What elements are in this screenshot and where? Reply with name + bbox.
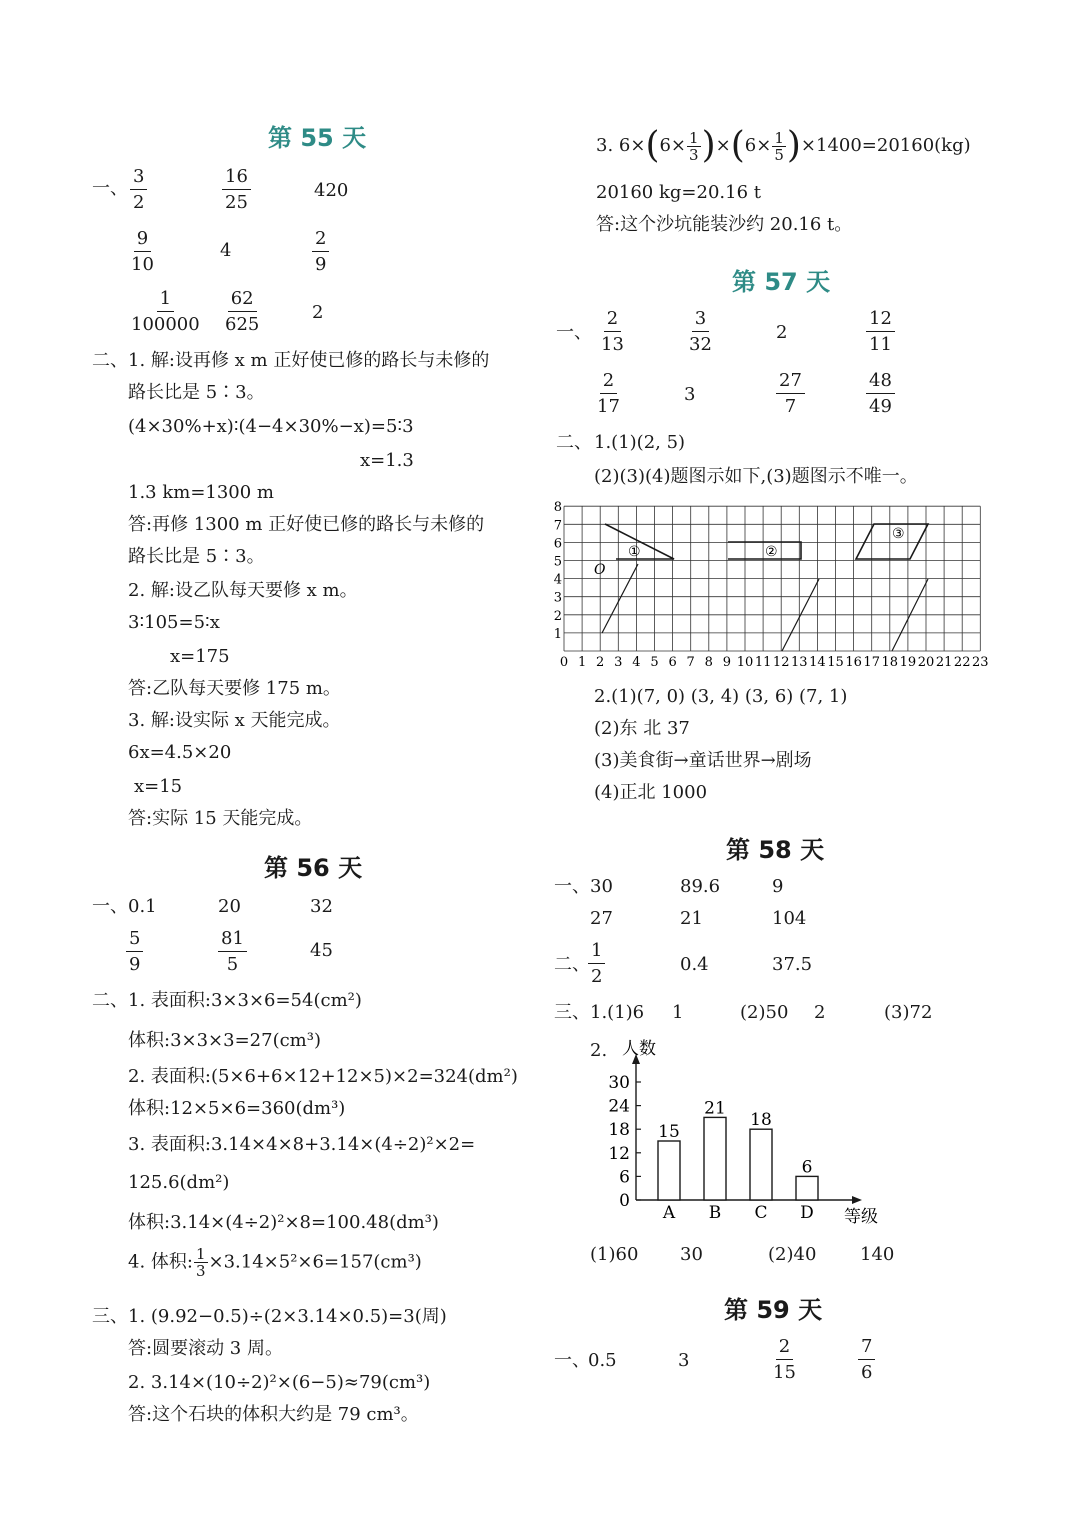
bar-chart [596,1032,896,1228]
day55-part1-label: 一、 [92,178,128,199]
text-line: 答:这个石块的体积大约是 79 cm³。 [128,1404,419,1425]
grid-y-label: 6 [553,536,562,552]
text-line: 体积:12×5×6=360(dm³) [128,1098,346,1119]
text-line: x=1.3 [360,450,414,471]
answer-value: 2 [312,302,324,323]
fraction: $\frac{5}{9}$ [126,928,143,976]
fraction: $\frac{81}{5}$ [218,928,247,976]
grid-x-label: 14 [809,655,826,670]
answer-value: 104 [772,908,807,929]
fraction: $\frac{12}{11}$ [866,308,895,356]
text-line: 路长比是 5∶3。 [128,546,265,567]
text-line: 体积:3.14×(4÷2)²×8=100.48(dm³) [128,1212,439,1233]
fraction: $\frac{1}{100000}$ [131,288,200,335]
fraction: $\frac{9}{10}$ [131,228,154,275]
answer-value: 89.6 [680,876,721,897]
grid-x-label: 1 [577,655,587,670]
answer-value: 21 [680,908,703,929]
answer-value: 4 [220,240,232,261]
day57-part2-label: 二、 [556,432,592,453]
day59-part1-label: 一、 [554,1350,590,1371]
x-axis-label: 等级 [844,1207,878,1227]
answer-value: (2)50 [740,1002,789,1023]
day55-part2-label: 二、 [92,350,128,371]
text-line: x=175 [170,646,230,667]
day55-title: 第 55 天 [268,124,367,152]
bar-value-label: 21 [704,1098,726,1119]
text-line: 1.(1)(2, 5) [594,432,686,453]
grid-x-label: 3 [614,655,623,670]
text-line: x=15 [134,776,183,797]
fraction: $\frac{27}{7}$ [776,370,805,418]
answer-value: 2 [776,322,788,343]
grid-x-label: 21 [935,655,953,670]
grid-x-label: 23 [972,655,989,670]
grid-y-labels [554,500,562,642]
fraction: $\frac{1}{2}$ [588,940,605,988]
answer-value: 0.4 [680,954,709,975]
fraction: $\frac{1}{5}$ [774,128,784,164]
text-line: 3. 表面积:3.14×4×8+3.14×(4÷2)²×2= [128,1134,476,1155]
answer-value: 140 [860,1244,895,1265]
fraction: $\frac{16}{25}$ [222,166,251,214]
answer-value: 0.5 [588,1350,617,1371]
text-line: 1. 解:设再修 x m 正好使已修的路长与未修的 [128,350,490,371]
bar-value-label: 18 [750,1110,772,1131]
y-axis-label: 人数 [622,1039,656,1059]
grid-x-label: 0 [559,655,569,670]
text-line: (4×30%+x)∶(4−4×30%−x)=5∶3 [128,416,414,437]
day56-title: 第 56 天 [264,854,363,882]
y-tick-label: 30 [608,1073,630,1093]
text-line: 答:乙队每天要修 175 m。 [128,678,341,699]
text-line: 1. 表面积:3×3×6=54(cm²) [128,990,362,1011]
grid-y-label: 8 [553,500,562,516]
grid-x-label: 4 [632,655,641,670]
answer-value: 20 [218,896,241,917]
fraction: $\frac{3}{2}$ [130,166,147,214]
grid-x-label: 6 [668,655,677,670]
answer-value: (2)40 [768,1244,817,1265]
y-tick-label: 6 [619,1167,630,1188]
text-line: (2)(3)(4)题图示如下,(3)题图示不唯一。 [594,466,918,487]
y-tick-label: 12 [608,1143,630,1164]
grid-x-label: 15 [827,655,844,670]
answer-value: 30 [680,1244,703,1265]
shape-label-3: ③ [892,526,905,542]
grid-x-label: 11 [754,655,772,670]
grid-x-label: 18 [881,655,899,670]
grid-y-label: 2 [553,608,562,624]
fraction: $\frac{2}{9}$ [312,228,329,276]
text-line: 答:圆要滚动 3 周。 [128,1338,283,1359]
answer-value: 37.5 [772,954,813,975]
text-line: 2. 表面积:(5×6+6×12+12×5)×2=324(dm²) [128,1066,518,1087]
answer-value: 1 [672,1002,684,1023]
answer-value: 1.(1)6 [590,1002,645,1023]
fraction: $\frac{7}{6}$ [858,1336,875,1384]
chart-intro: 2. [590,1040,608,1061]
text-line: 答:再修 1300 m 正好使已修的路长与未修的 [128,514,485,535]
text-line: 1.3 km=1300 m [128,482,275,503]
text-line: 3∶105=5∶x [128,612,220,633]
translation-line-1 [602,564,638,633]
answer-value: 30 [590,876,613,897]
bar-value-label: 15 [658,1122,680,1142]
fraction: $\frac{2}{15}$ [773,1336,796,1383]
coordinate-grid [540,494,1000,678]
answer-value: 0.1 [128,896,157,917]
day56-part1-label: 一、 [92,896,128,917]
grid-x-label: 10 [736,655,754,670]
grid-x-label: 2 [596,655,605,670]
text-line: 2.(1)(7, 0) (3, 4) (3, 6) (7, 1) [594,686,848,707]
y-tick-label: 0 [619,1191,630,1211]
bar-value-label: 6 [801,1157,813,1178]
grid-y-label: 1 [553,626,562,642]
formula-line: 3. 6×(6× $\frac{1}{3}$ )×(6× $\frac{1}{5}$ )×1400=20160(kg) [596,125,971,166]
day57-part1-label: 一、 [556,322,592,343]
fraction: $\frac{48}{49}$ [866,370,895,418]
grid-y-label: 3 [553,590,562,606]
grid-x-labels [560,655,989,670]
day58-part3-label: 三、 [554,1002,590,1023]
fraction: $\frac{1}{3}$ [195,1245,206,1280]
text-line: 1. (9.92−0.5)÷(2×3.14×0.5)=3(周) [128,1306,447,1327]
shape-label-2: ② [765,544,778,560]
grid-x-label: 17 [863,655,880,670]
answer-value: 9 [772,876,784,897]
day58-part1-label: 一、 [554,876,590,897]
text-line: 125.6(dm²) [128,1172,230,1193]
shape-label-1: ① [628,544,641,560]
grid-x-label: 16 [845,655,862,670]
formula-line: 4. 体积: $\frac{1}{3}$ ×3.14×5²×6=157(cm³) [128,1245,422,1280]
grid-x-label: 12 [772,655,790,670]
answer-value: 45 [310,940,333,961]
day58-title: 第 58 天 [726,836,825,864]
grid-x-label: 9 [722,655,732,670]
text-line: (4)正北 1000 [594,782,708,803]
bar-C [750,1129,772,1200]
grid-x-label: 5 [650,655,659,670]
text-line: 2. 3.14×(10÷2)²×(6−5)≈79(cm³) [128,1372,431,1393]
text-line: 答:实际 15 天能完成。 [128,808,313,829]
grid-x-label: 20 [917,655,935,670]
category-label: A [662,1203,676,1223]
category-label: C [754,1203,768,1223]
fraction: $\frac{1}{3}$ [689,128,699,164]
day56-part3-label: 三、 [92,1306,128,1327]
answer-value: (3)72 [884,1002,933,1023]
text-line: 路长比是 5∶3。 [128,382,265,403]
day58-part2-label: 二、 [554,954,590,975]
fraction: $\frac{3}{32}$ [689,308,712,355]
fraction: $\frac{2}{13}$ [601,308,624,355]
text-line: 3. 解:设实际 x 天能完成。 [128,710,341,731]
grid-x-label: 13 [791,655,808,670]
grid-lines [564,506,980,651]
answer-value: (1)60 [590,1244,639,1265]
category-label: B [708,1203,722,1223]
answer-value: 3 [684,384,696,405]
answer-value: 2 [814,1002,826,1023]
text-line: (2)东 北 37 [594,718,690,739]
grid-y-label: 4 [553,572,562,588]
grid-x-label: 7 [686,655,695,670]
answer-value: 27 [590,908,613,929]
answer-value: 32 [310,896,333,917]
text-line: 体积:3×3×3=27(cm³) [128,1030,321,1051]
answer-value: 420 [314,180,349,201]
day57-title: 第 57 天 [732,268,831,296]
grid-x-label: 22 [953,655,971,670]
origin-label: O [594,562,606,578]
text-line: 6x=4.5×20 [128,742,232,763]
bars [658,1098,818,1223]
bar-D [796,1176,818,1200]
text-line: 2. 解:设乙队每天要修 x m。 [128,580,358,601]
day59-title: 第 59 天 [724,1296,823,1324]
grid-y-label: 7 [553,518,562,534]
bar-A [658,1141,680,1200]
text-line: 答:这个沙坑能装沙约 20.16 t。 [596,214,853,235]
y-tick-label: 18 [608,1120,630,1141]
fraction: $\frac{62}{625}$ [225,288,260,335]
text-line: (3)美食街→童话世界→剧场 [594,750,812,771]
y-tick-label: 24 [608,1096,630,1117]
category-label: D [800,1203,814,1223]
x-axis-arrow [852,1196,862,1204]
text-line: 20160 kg=20.16 t [596,182,761,203]
grid-x-label: 8 [704,655,713,670]
grid-x-label: 19 [899,655,917,670]
grid-y-label: 5 [553,554,562,570]
fraction: $\frac{2}{17}$ [597,370,620,417]
bar-B [704,1117,726,1200]
answer-value: 3 [678,1350,690,1371]
day56-part2-label: 二、 [92,990,128,1011]
